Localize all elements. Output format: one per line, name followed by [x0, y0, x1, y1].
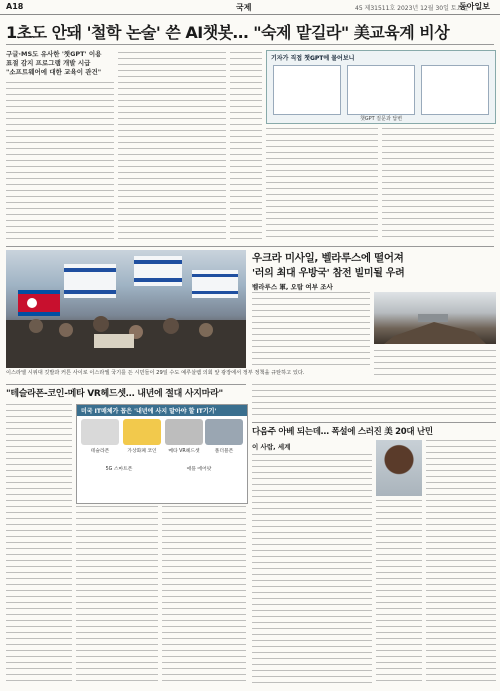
feature-label-5: 5G 스마트폰 [105, 467, 133, 472]
featurebox-title: 미국 IT매체가 꼽은 '내년에 사지 말아야 할 IT기기' [77, 405, 247, 416]
tech-featurebox [76, 404, 248, 504]
right-top-headline: 우크라 미사일, 벨라루스에 떨어져 [252, 252, 404, 264]
subdeck-line-3: "소프트웨어에 대한 교육이 관건" [6, 68, 102, 76]
israel-flag-3 [192, 270, 238, 298]
feature-label-2: 가상화폐 코인 [127, 449, 157, 454]
lead-article-col-5 [382, 128, 494, 242]
infobox-panel-3 [421, 65, 489, 115]
right-bottom-byline: 이 사람, 세계 [252, 443, 291, 451]
headline-rule [6, 44, 494, 45]
issue-date: 45 제31511호 2023년 12월 30일 토요일 [355, 5, 469, 12]
section-name: 국제 [236, 3, 252, 12]
newspaper-logo: 동아일보 [459, 1, 490, 11]
right-bottom-text-col-3 [376, 500, 422, 684]
tech-article-col-1 [6, 404, 72, 684]
refugee-portrait [376, 440, 422, 496]
protest-photo-caption: 이스라엘 시위대 깃발과 커튼 사이로 이스라엘 국기를 든 시민들이 29일 수도 예루살렘 의회 앞 광장에서 정부 정책을 규탄하고 있다. [6, 370, 305, 376]
feature-item-foldable [205, 419, 243, 445]
right-bottom-rule [252, 422, 496, 423]
feature-label-3: 메타 VR헤드셋 [168, 449, 200, 454]
infobox-panel-2 [347, 65, 415, 115]
right-top-dateline: 벨라루스 軍, 오탐 여부 조사 [252, 283, 333, 291]
protest-photo-art [6, 250, 246, 368]
section-rule [6, 246, 494, 247]
feature-label-6: 애플 에어팟 [186, 467, 212, 472]
lead-subdeck [6, 50, 106, 77]
missile-photo [374, 292, 496, 344]
subdeck-line-1: 구글·MS도 유사한 '챗GPT' 이용 [6, 50, 102, 58]
lead-article-col-4 [266, 128, 378, 242]
lower-rule [6, 384, 246, 385]
lead-article-col-1 [6, 82, 114, 242]
right-bottom-text-col-2 [426, 440, 496, 684]
lead-article-col-3 [230, 52, 262, 242]
protest-photo [6, 250, 246, 368]
north-korea-flag [18, 290, 60, 316]
infobox-title: 기자가 직접 챗GPT에 물어보니 [271, 55, 355, 62]
subdeck-line-2: 표절 감지 프로그램 개발 시급 [6, 59, 91, 67]
lead-article-col-2 [118, 52, 226, 242]
infobox-panel-1 [273, 65, 341, 115]
tech-article-col-3 [162, 506, 246, 684]
tech-headline: "테슬라폰-코인-메타 VR헤드셋… 내년에 절대 사지마라" [6, 389, 223, 399]
right-top-text-col-1 [252, 292, 370, 368]
missile-photo-art [374, 292, 496, 344]
feature-item-vr-headset [165, 419, 203, 445]
chatgpt-infobox [266, 50, 496, 124]
tech-article-col-2 [76, 506, 158, 684]
right-bottom-text-col-1 [252, 454, 372, 684]
lead-headline: 1초도 안돼 '철학 논술' 쓴 AI챗봇… "숙제 맡길라" 美교육계 비상 [6, 23, 450, 42]
page-header [0, 0, 500, 15]
feature-item-coin [123, 419, 161, 445]
feature-label-1: 테슬라폰 [90, 449, 110, 454]
infobox-caption: 챗GPT 질문과 답변 [359, 116, 403, 122]
right-top-subheadline: '러의 최대 우방국' 참전 빌미될 우려 [252, 268, 405, 279]
feature-item-tesla-phone [81, 419, 119, 445]
right-bottom-headline: 다음주 아베 되는데… 폭설에 스러진 美 20대 난민 [252, 427, 433, 437]
feature-label-4: 폴더블폰 [214, 449, 234, 454]
right-top-text-lower [252, 384, 496, 418]
israel-flag-1 [64, 264, 116, 298]
page-number: A18 [6, 2, 24, 11]
protest-sign [94, 334, 134, 348]
right-top-text-col-2 [374, 350, 496, 380]
israel-flag-2 [134, 256, 182, 286]
